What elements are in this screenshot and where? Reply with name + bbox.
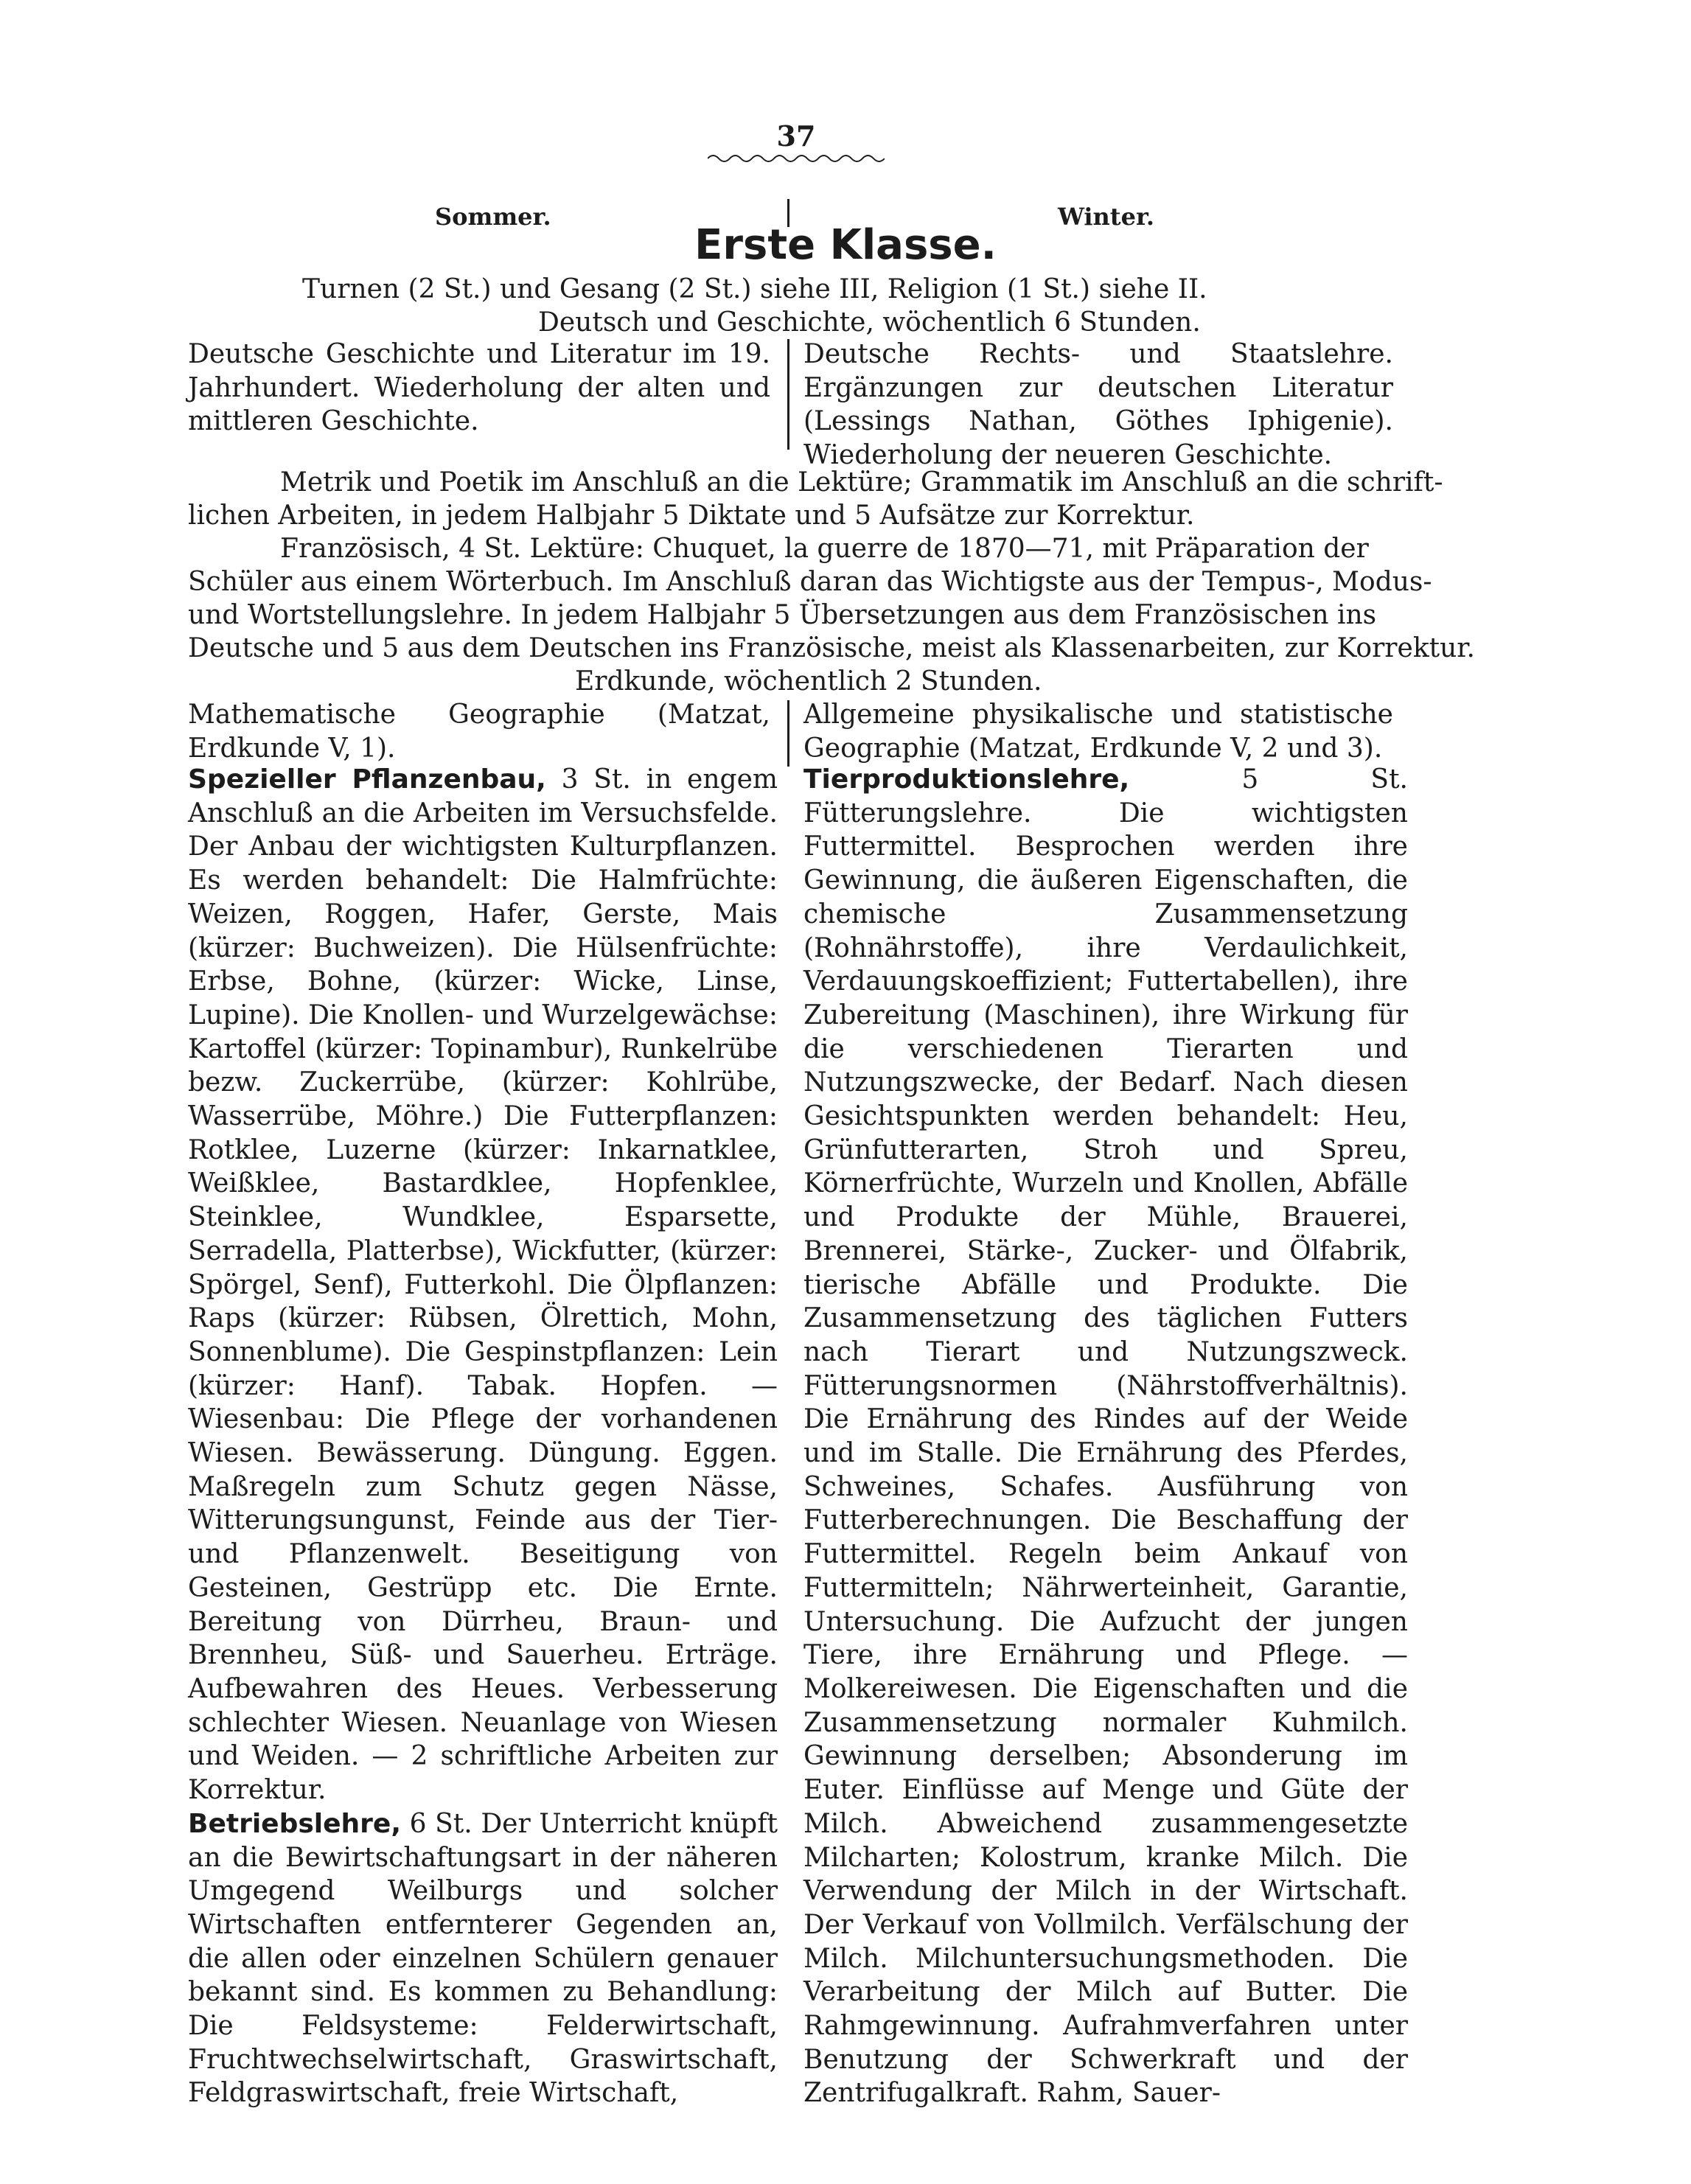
decorative-squiggle [708,151,885,166]
metrik-line-1: Metrik und Poetik im Anschluß an die Lektüre; Grammatik im Anschluß an die schrift- [280,467,1443,498]
deutsch-sommer-text: Deutsche Geschichte und Literatur im 19. Jahrhundert. Wiederholung der alten und mittleren Geschichte. [188,339,770,437]
tierproduktion-text: 5 St. Fütterungslehre. Die wichtigsten Futtermittel. Besprochen werden ihre Gewinnung, die äußeren Eigenschaften, die chemische Zusammensetzung (Rohnährstoffe), ihre Verdaulichkeit, Verdauungskoeffizient; Futtertabellen), ihre Zubereitung (Maschinen), ihre Wirkung für die verschiedenen Tierarten und Nutzungszwecke, der Bedarf. Nach diesen Gesichtspunkten werden behandelt: Heu, Grünfutterarten, Stroh und Spreu, Körnerfrüchte, Wurzeln und Knollen, Abfälle und Produkte der Mühle, Brauerei, Brennerei, Stärke-, Zucker- und Ölfabrik, tierische Abfälle und Produkte. Die Zusammensetzung des täglichen Futters nach Tierart und Nutzungszweck. Fütterungsnormen (Nährstoffverhältnis). Die Ernährung des Rindes auf der Weide und im Stalle. Die Ernährung des Pferdes, Schweines, Schafes. Ausführung von Futterberechnungen. Die Beschaffung der Futtermittel. Regeln beim Ankauf von Futtermitteln; Nährwerteinheit, Garantie, Untersuchung. Die Aufzucht der jungen Tiere, ihre Ernährung und Pflege. — Molkereiwesen. Die Eigenschaften und die Zusammensetzung normaler Kuhmilch. Gewinnung derselben; Absonderung im Euter. Einflüsse auf Menge und Güte der Milch. Abweichend zusammengesetzte Milcharten; Kolostrum, kranke Milch. Die Verwendung der Milch in der Wirtschaft. Der Verkauf von Vollmilch. Verfälschung der Milch. Milchuntersuchungsmethoden. Die Verarbeitung der Milch auf Butter. Die Rahmgewinnung. Aufrahmverfahren unter Benutzung der Schwerkraft und der Zentrifugalkraft. Rahm, Sauer- [803,764,1408,2109]
tierproduktion-paragraph [803,763,1408,2110]
erdkunde-column-divider [787,700,789,767]
deutsch-heading: Deutsch und Geschichte, wöchentlich 6 Stunden. [538,307,1201,338]
header-winter: Winter. [1058,203,1154,231]
franz-line-3: und Wortstellungslehre. In jedem Halbjahr 5 Übersetzungen aus dem Französischen ins [188,600,1377,630]
deutsch-sommer-block [188,338,770,439]
erdkunde-winter-block [803,698,1393,765]
erdkunde-heading: Erdkunde, wöchentlich 2 Stunden. [575,666,1042,697]
page-number: 37 [776,119,816,153]
betriebslehre-paragraph [188,1807,778,2110]
metrik-line-2: lichen Arbeiten, in jedem Halbjahr 5 Diktate und 5 Aufsätze zur Korrektur. [188,500,1195,531]
franz-line-2: Schüler aus einem Wörterbuch. Im Anschluß daran das Wichtigste aus der Tempus-, Modus- [188,567,1432,597]
deutsch-winter-text: Deutsche Rechts- und Staatslehre. Ergänzungen zur deutschen Literatur (Lessings Nathan, Göthes Iphigenie). Wiederholung der neueren Geschichte. [803,339,1393,471]
header-sommer: Sommer. [435,203,551,231]
franz-line-4: Deutsche und 5 aus dem Deutschen ins Französische, meist als Klassenarbeiten, zur Korrektur. [188,633,1475,663]
deutsch-winter-block [803,338,1393,472]
turnen-religion-line: Turnen (2 St.) und Gesang (2 St.) siehe III, Religion (1 St.) siehe II. [302,274,1207,304]
deutsch-column-divider [787,339,789,450]
erdkunde-sommer-text: Mathematische Geographie (Matzat, Erdkunde V, 1). [188,699,770,764]
class-title: Erste Klasse. [694,221,997,269]
right-column [803,763,1408,2110]
pflanzenbau-title: Spezieller Pflanzenbau, [188,764,546,795]
pflanzenbau-text: 3 St. in engem Anschluß an die Arbeiten im Versuchsfelde. Der Anbau der wichtigsten Kulturpflanzen. Es werden behandelt: Die Halmfrüchte: Weizen, Roggen, Hafer, Gerste, Mais (kürzer: Buchweizen). Die Hülsenfrüchte: Erbse, Bohne, (kürzer: Wicke, Linse, Lupine). Die Knollen- und Wurzelgewächse: Kartoffel (kürzer: Topinambur), Runkelrübe bezw. Zuckerrübe, (kürzer: Kohlrübe, Wasserrübe, Möhre.) Die Futterpflanzen: Rotklee, Luzerne (kürzer: Inkarnatklee, Weißklee, Bastardklee, Hopfenklee, Steinklee, Wundklee, Esparsette, Serradella, Platterbse), Wickfutter, (kürzer: Spörgel, Senf), Futterkohl. Die Ölpflanzen: Raps (kürzer: Rübsen, Ölrettich, Mohn, Sonnenblume). Die Gespinstpflanzen: Lein (kürzer: Hanf). Tabak. Hopfen. — Wiesenbau: Die Pflege der vorhandenen Wiesen. Bewässerung. Düngung. Eggen. Maßregeln zum Schutz gegen Nässe, Witterungsungunst, Feinde aus der Tier- und Pflanzenwelt. Beseitigung von Gesteinen, Gestrüpp etc. Die Ernte. Bereitung von Dürrheu, Braun- und Brennheu, Süß- und Sauerheu. Erträge. Aufbewahren des Heues. Verbesserung schlechter Wiesen. Neuanlage von Wiesen und Weiden. — 2 schriftliche Arbeiten zur Korrektur. [188,764,778,1806]
pflanzenbau-paragraph [188,763,778,1807]
tierproduktion-title: Tierproduktionslehre, [803,764,1130,795]
betriebslehre-title: Betriebslehre, [188,1808,402,1839]
left-column [188,763,778,2110]
erdkunde-winter-text: Allgemeine physikalische und statistische Geographie (Matzat, Erdkunde V, 2 und 3). [803,699,1393,764]
erdkunde-sommer-block [188,698,770,765]
betriebslehre-text: 6 St. Der Unterricht knüpft an die Bewirtschaftungsart in der näheren Umgegend Weilburgs und solcher Wirtschaften entfernterer Gegenden an, die allen oder einzelnen Schülern genauer bekannt sind. Es kommen zu Behandlung: Die Feldsysteme: Felderwirtschaft, Fruchtwechselwirtschaft, Graswirtschaft, Feldgraswirtschaft, freie Wirtschaft, [188,1808,778,2109]
franz-line-1: Französisch, 4 St. Lektüre: Chuquet, la guerre de 1870—71, mit Präparation der [280,534,1369,564]
